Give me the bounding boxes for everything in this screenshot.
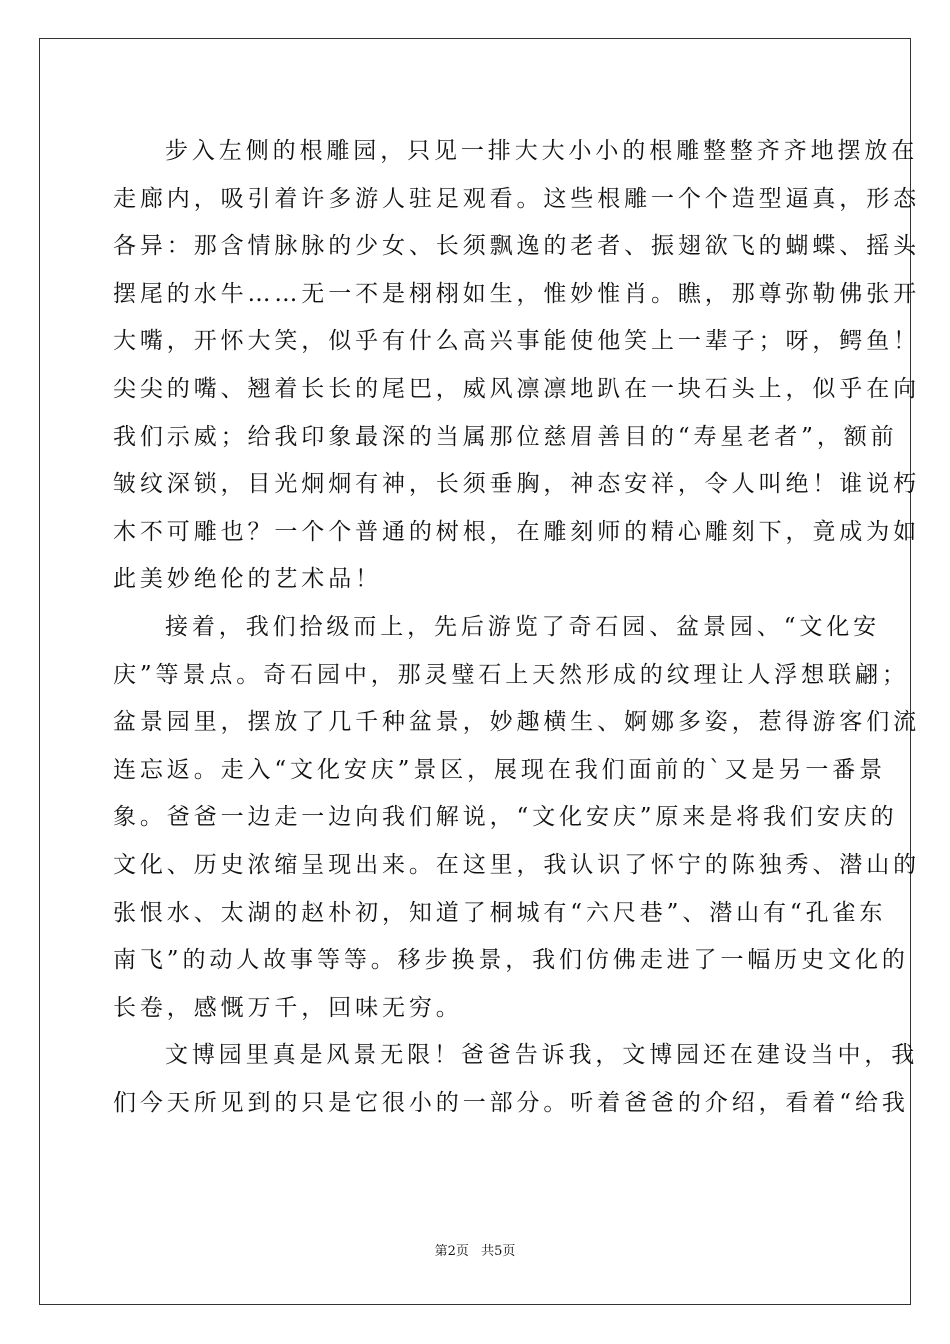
document-body (113, 128, 920, 1127)
text-line: 南飞”的动人故事等等。移步换景，我们仿佛走进了一幅历史文化的 (113, 947, 909, 974)
paragraph (113, 1032, 919, 1127)
page-footer (0, 1243, 950, 1261)
text-line: 文化、历史浓缩呈现出来。在这里，我认识了怀宁的陈独秀、潜山的 (113, 851, 920, 878)
text-line: 木不可雕也？一个个普通的树根，在雕刻师的精心雕刻下，竟成为如 (113, 518, 920, 545)
text-line: 接着，我们拾级而上，先后游览了奇石园、盆景园、“文化安 (165, 613, 881, 640)
paragraph (113, 604, 920, 1032)
text-line: 象。爸爸一边走一边向我们解说，“文化安庆”原来是将我们安庆的 (113, 804, 898, 831)
text-line: 们今天所见到的只是它很小的一部分。听着爸爸的介绍，看着“给我 (113, 1089, 909, 1116)
text-line: 尖尖的嘴、翘着长长的尾巴，威风凛凛地趴在一块石头上，似乎在向 (113, 375, 920, 402)
text-line: 盆景园里，摆放了几千种盆景，妙趣横生、婀娜多姿，惹得游客们流 (113, 709, 920, 736)
text-line: 长卷，感慨万千，回味无穷。 (113, 994, 463, 1021)
text-line: 皱纹深锁，目光炯炯有神，长须垂胸，神态安祥，令人叫绝！谁说朽 (113, 471, 920, 498)
text-line: 大嘴，开怀大笑，似乎有什么高兴事能使他笑上一辈子；呀，鳄鱼！ (113, 328, 920, 355)
page-total: 共5页 (481, 1244, 516, 1259)
paragraph (113, 128, 920, 604)
text-line: 张恨水、太湖的赵朴初，知道了桐城有“六尺巷”、潜山有“孔雀东 (113, 899, 887, 926)
text-line: 此美妙绝伦的艺术品！ (113, 566, 382, 593)
text-line: 走廊内，吸引着许多游人驻足观看。这些根雕一个个造型逼真，形态 (113, 185, 920, 212)
text-line: 我们示威；给我印象最深的当属那位慈眉善目的“寿星老者”，额前 (113, 423, 898, 450)
text-line: 连忘返。走入“文化安庆”景区，展现在我们面前的`又是另一番景 (113, 756, 887, 783)
page-number: 第2页 (434, 1244, 469, 1259)
text-line: 步入左侧的根雕园，只见一排大大小小的根雕整整齐齐地摆放在 (165, 138, 919, 164)
text-line: 文博园里真是风景无限！爸爸告诉我，文博园还在建设当中，我 (165, 1042, 919, 1069)
text-line: 庆”等景点。奇石园中，那灵璧石上天然形成的纹理让人浮想联翩； (113, 661, 909, 688)
text-line: 各异：那含情脉脉的少女、长须飘逸的老者、振翅欲飞的蝴蝶、摇头 (113, 233, 920, 260)
text-line: 摆尾的水牛……无一不是栩栩如生，惟妙惟肖。瞧，那尊弥勒佛张开 (113, 280, 920, 307)
